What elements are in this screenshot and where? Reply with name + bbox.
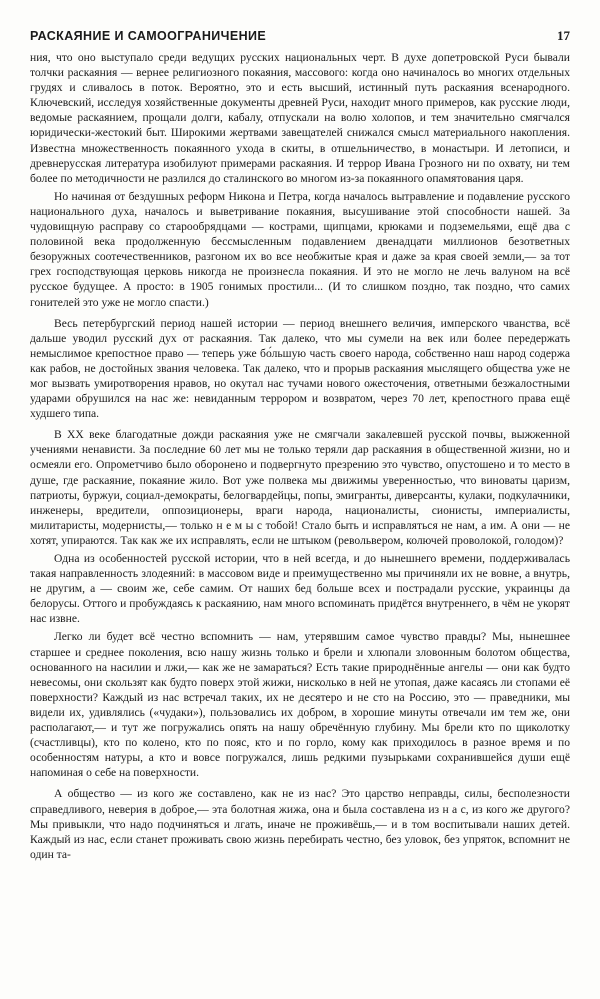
- paragraph-russian-history: Одна из особенностей русской истории, что в ней всегда, и до нынешнего времени, поддерживалась такая направленность злодеяний: в массовом виде и преимущественно мы причиняли их не вовне, а внутрь, не другим, а — своим же, себе самим. От наших бед больше всех и пострадали русские, украинцы да белорусы. Оттого и пробуждаясь к раскаянию, нам много вспоминать придётся внутреннего, в чём не укорят нас извне.: [30, 552, 570, 626]
- paragraph-twentieth-century: В XX веке благодатные дожди раскаяния уже не смягчали закалевшей русской почвы, выжженной учениями ненависти. За последние 60 лет мы не только теряли дар раскаяния в общественной жизни, но и осмеяли его. Опрометчиво было оборонено и подвергнуто презрению это чувство, опустошено и то место в душе, где раскаяние, покаяние жило. Вот уже полвека мы движимы уверенностью, что виноваты царизм, патриоты, буржуи, социал-демократы, белогвардейцы, попы, эмигранты, диверсанты, кулаки, подкулачники, инженеры, вредители, оппозиционеры, враги народа, националисты, сионисты, империалисты, милитаристы, модернисты,— только н е м ы с тобой! Стало быть и исправляться не нам, а им. А они — не хотят, упираются. Так как же их исправлять, если не штыком (револьвером, колючей проволокой, голодом)?: [30, 428, 570, 547]
- page-number: 17: [557, 28, 570, 43]
- running-head: [30, 28, 570, 44]
- paragraph-remember-honestly: Легко ли будет всё честно вспомнить — нам, утерявшим самое чувство правды? Мы, нынешнее старшее и среднее поколения, всю нашу жизнь только и брели и хлюпали зловонным болотом общества, основанного на насилии и лжи,— как же не замараться? Есть такие природнённые ангелы — они как будто невесомы, они скользят как будто поверх этой жижи, нисколько в ней не утопая, даже касаясь ли стопами её поверхности? Каждый из нас встречал таких, их не десятеро и не сто на Россию, это — праведники, мы видели их, удивлялись («чудаки»), пользовались их добром, в хорошие минуты отвечали им тем же, они располагают,— и тут же погружались опять на нашу обречённую глубину. Мы брели кто по щиколотку (счастливцы), кто по колено, кто по пояс, кто и по горло, кому как приходилось в разное время и по особенностям натуры, а кто и вовсе погружался, лишь редкими пузырьками сохранившейся души ещё напоминая о себе на поверхности.: [30, 630, 570, 780]
- chapter-title: РАСКАЯНИЕ И САМООГРАНИЧЕНИЕ: [30, 29, 267, 43]
- paragraph-society: А общество — из кого же составлено, как не из нас? Это царство неправды, силы, бесполезности справедливого, неверия в доброе,— эта болотная жижа, она и была составлена из н а с, из кого же другого? Мы привыкли, что надо подчиняться и лгать, иначе не проживёшь,— и в том воспитывали наших детей. Каждый из нас, если станет проживать свою жизнь перебирать честно, без уловок, без упряток, вспомнит не один та-: [30, 787, 570, 861]
- paragraph-nikon-peter: Но начиная от бездушных реформ Никона и Петра, когда началось вытравление и подавление русского национального духа, началось и выветривание покаяния, высушивание этой способности нашей. За чудовищную расправу со старообрядцами — кострами, щипцами, крюками и подземельями, ещё два с половиной века продолженную бессмысленным подавлением двенадцати миллионов безответных безоружных соотечественников, разгоном их во все необжитые края и даже за края своей земли,— за тот грех господствующая церковь никогда не произнесла покаяния. И это не могло не лечь валуном на всё русское будущее. А просто: в 1905 гонимых простили... (И то слишком поздно, так поздно, что самих гонителей это уже не могло спасти.): [30, 189, 570, 309]
- paragraph-petersburg-period: Весь петербургский период нашей истории — период внешнего величия, имперского чванства, всё дальше уводил русский дух от раскаяния. Так далеко, что мы сумели на век или более передержать немыслимое крепостное право — теперь уже бо́льшую часть своего народа, собственно наш народ содержа как рабов, не достойных звания человека. Так далеко, что и прорыв раскаяния мыслящего общества уже не мог вызвать умиротворения нравов, но окутал нас тучами нового ожесточения, ответными безжалостными ударами обрушился на нас же: невиданным террором и возвратом, через 70 лет, крепостного права ещё худшего типа.: [30, 316, 570, 421]
- paragraph-continuation: ния, что оно выступало среди ведущих русских национальных черт. В духе допетровской Руси бывали толчки раскаяния — вернее религиозного покаяния, массового: когда оно начиналось во многих отдельных грудях и сливалось в поток. Вероятно, это и есть высший, истинный путь раскаяния всенародного. Ключевский, исследуя хозяйственные документы древней Руси, находит много примеров, как русские люди, ведомые раскаянием, прощали долги, кабалу, отпускали на волю холопов, и тем значительно смягчался юридически-жестокий быт. Широкими жертвами завещателей снижался смысл материального накопления. Известна множественность покаянного ухода в скиты, в отшельничество, в монастыри. И летописи, и древнерусская литература изобилуют примерами раскаяния. И террор Ивана Грозного ни по охвату, ни тем более по методичности не разлился до сталинского во многом из-за покаянного опамятования царя.: [30, 51, 570, 185]
- body-text: [30, 50, 570, 862]
